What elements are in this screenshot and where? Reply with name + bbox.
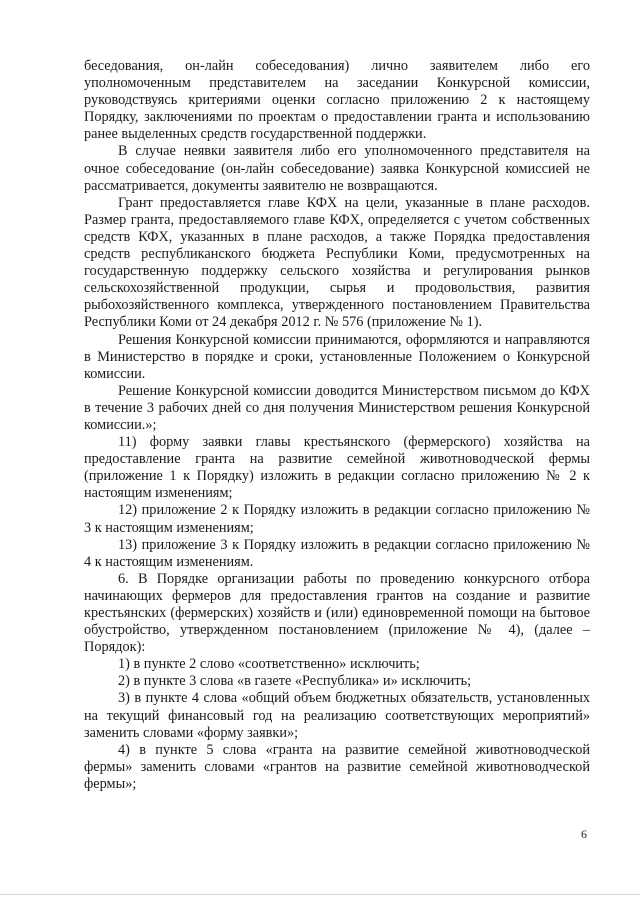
page-number: 6	[581, 827, 587, 841]
paragraph-2: В случае неявки заявителя либо его уполномоченного представителя на очное собеседование (он-лайн собеседование) заявка Конкурсной комиссией не рассматривается, документы заявителю не возвращаются.	[84, 143, 590, 194]
paragraph-3: Грант предоставляется главе КФХ на цели, указанные в плане расходов. Размер гранта, предоставляемого главе КФХ, определяется с учетом собственных средств КФХ, указанных в плане расходов, а также Порядка предоставления средств республиканского бюджета Республики Коми, предусмотренных на государственную поддержку сельского хозяйства и регулирования рынков сельскохозяйственной продукции, сырья и продовольствия, развития рыбохозяйственного комплекса, утвержденного постановлением Правительства Республики Коми от 24 декабря 2012 г. № 576 (приложение № 1).	[84, 194, 590, 331]
paragraph-9: 6. В Порядке организации работы по проведению конкурсного отбора начинающих фермеров для предоставления грантов на создание и развитие крестьянских (фермерских) хозяйств и (или) единовременной помощи на бытовое обустройство, утвержденном постановлением (приложение № 4), (далее – Порядок):	[84, 570, 590, 656]
paragraph-1: беседования, он-лайн собеседования) лично заявителем либо его уполномоченным представителем на заседании Конкурсной комиссии, руководствуясь критериями оценки согласно приложению 2 к настоящему Порядку, заключениями по проектам о предоставлении гранта и использованию ранее выделенных средств государственной поддержки.	[84, 58, 590, 143]
paragraph-4: Решения Конкурсной комиссии принимаются, оформляются и направляются в Министерство в порядке и сроки, установленные Положением о Конкурсной комиссии.	[84, 331, 590, 382]
paragraph-7: 12) приложение 2 к Порядку изложить в редакции согласно приложению № 3 к настоящим изменениям;	[84, 502, 590, 536]
paragraph-8: 13) приложение 3 к Порядку изложить в редакции согласно приложению № 4 к настоящим изменениям.	[84, 536, 590, 570]
paragraph-10: 1) в пункте 2 слово «соответственно» исключить;	[118, 656, 420, 673]
document-body	[84, 58, 590, 793]
scan-edge-line	[0, 894, 640, 895]
paragraph-6: 11) форму заявки главы крестьянского (фермерского) хозяйства на предоставление гранта на развитие семейной животноводческой фермы (приложение 1 к Порядку) изложить в редакции согласно приложению № 2 к настоящим изменениям;	[84, 434, 590, 502]
paragraph-12: 3) в пункте 4 слова «общий объем бюджетных обязательств, установленных на текущий финансовый год на реализацию соответствующих мероприятий» заменить словами «форму заявки»;	[84, 690, 590, 741]
paragraph-13: 4) в пункте 5 слова «гранта на развитие семейной животноводческой фермы» заменить словами «грантов на развитие семейной животноводческой фермы»;	[84, 741, 590, 792]
paragraph-11: 2) в пункте 3 слова «в газете «Республика» и» исключить;	[118, 673, 472, 690]
paragraph-5: Решение Конкурсной комиссии доводится Министерством письмом до КФХ в течение 3 рабочих дней со дня получения Министерством решения Конкурсной комиссии.»;	[84, 382, 590, 433]
